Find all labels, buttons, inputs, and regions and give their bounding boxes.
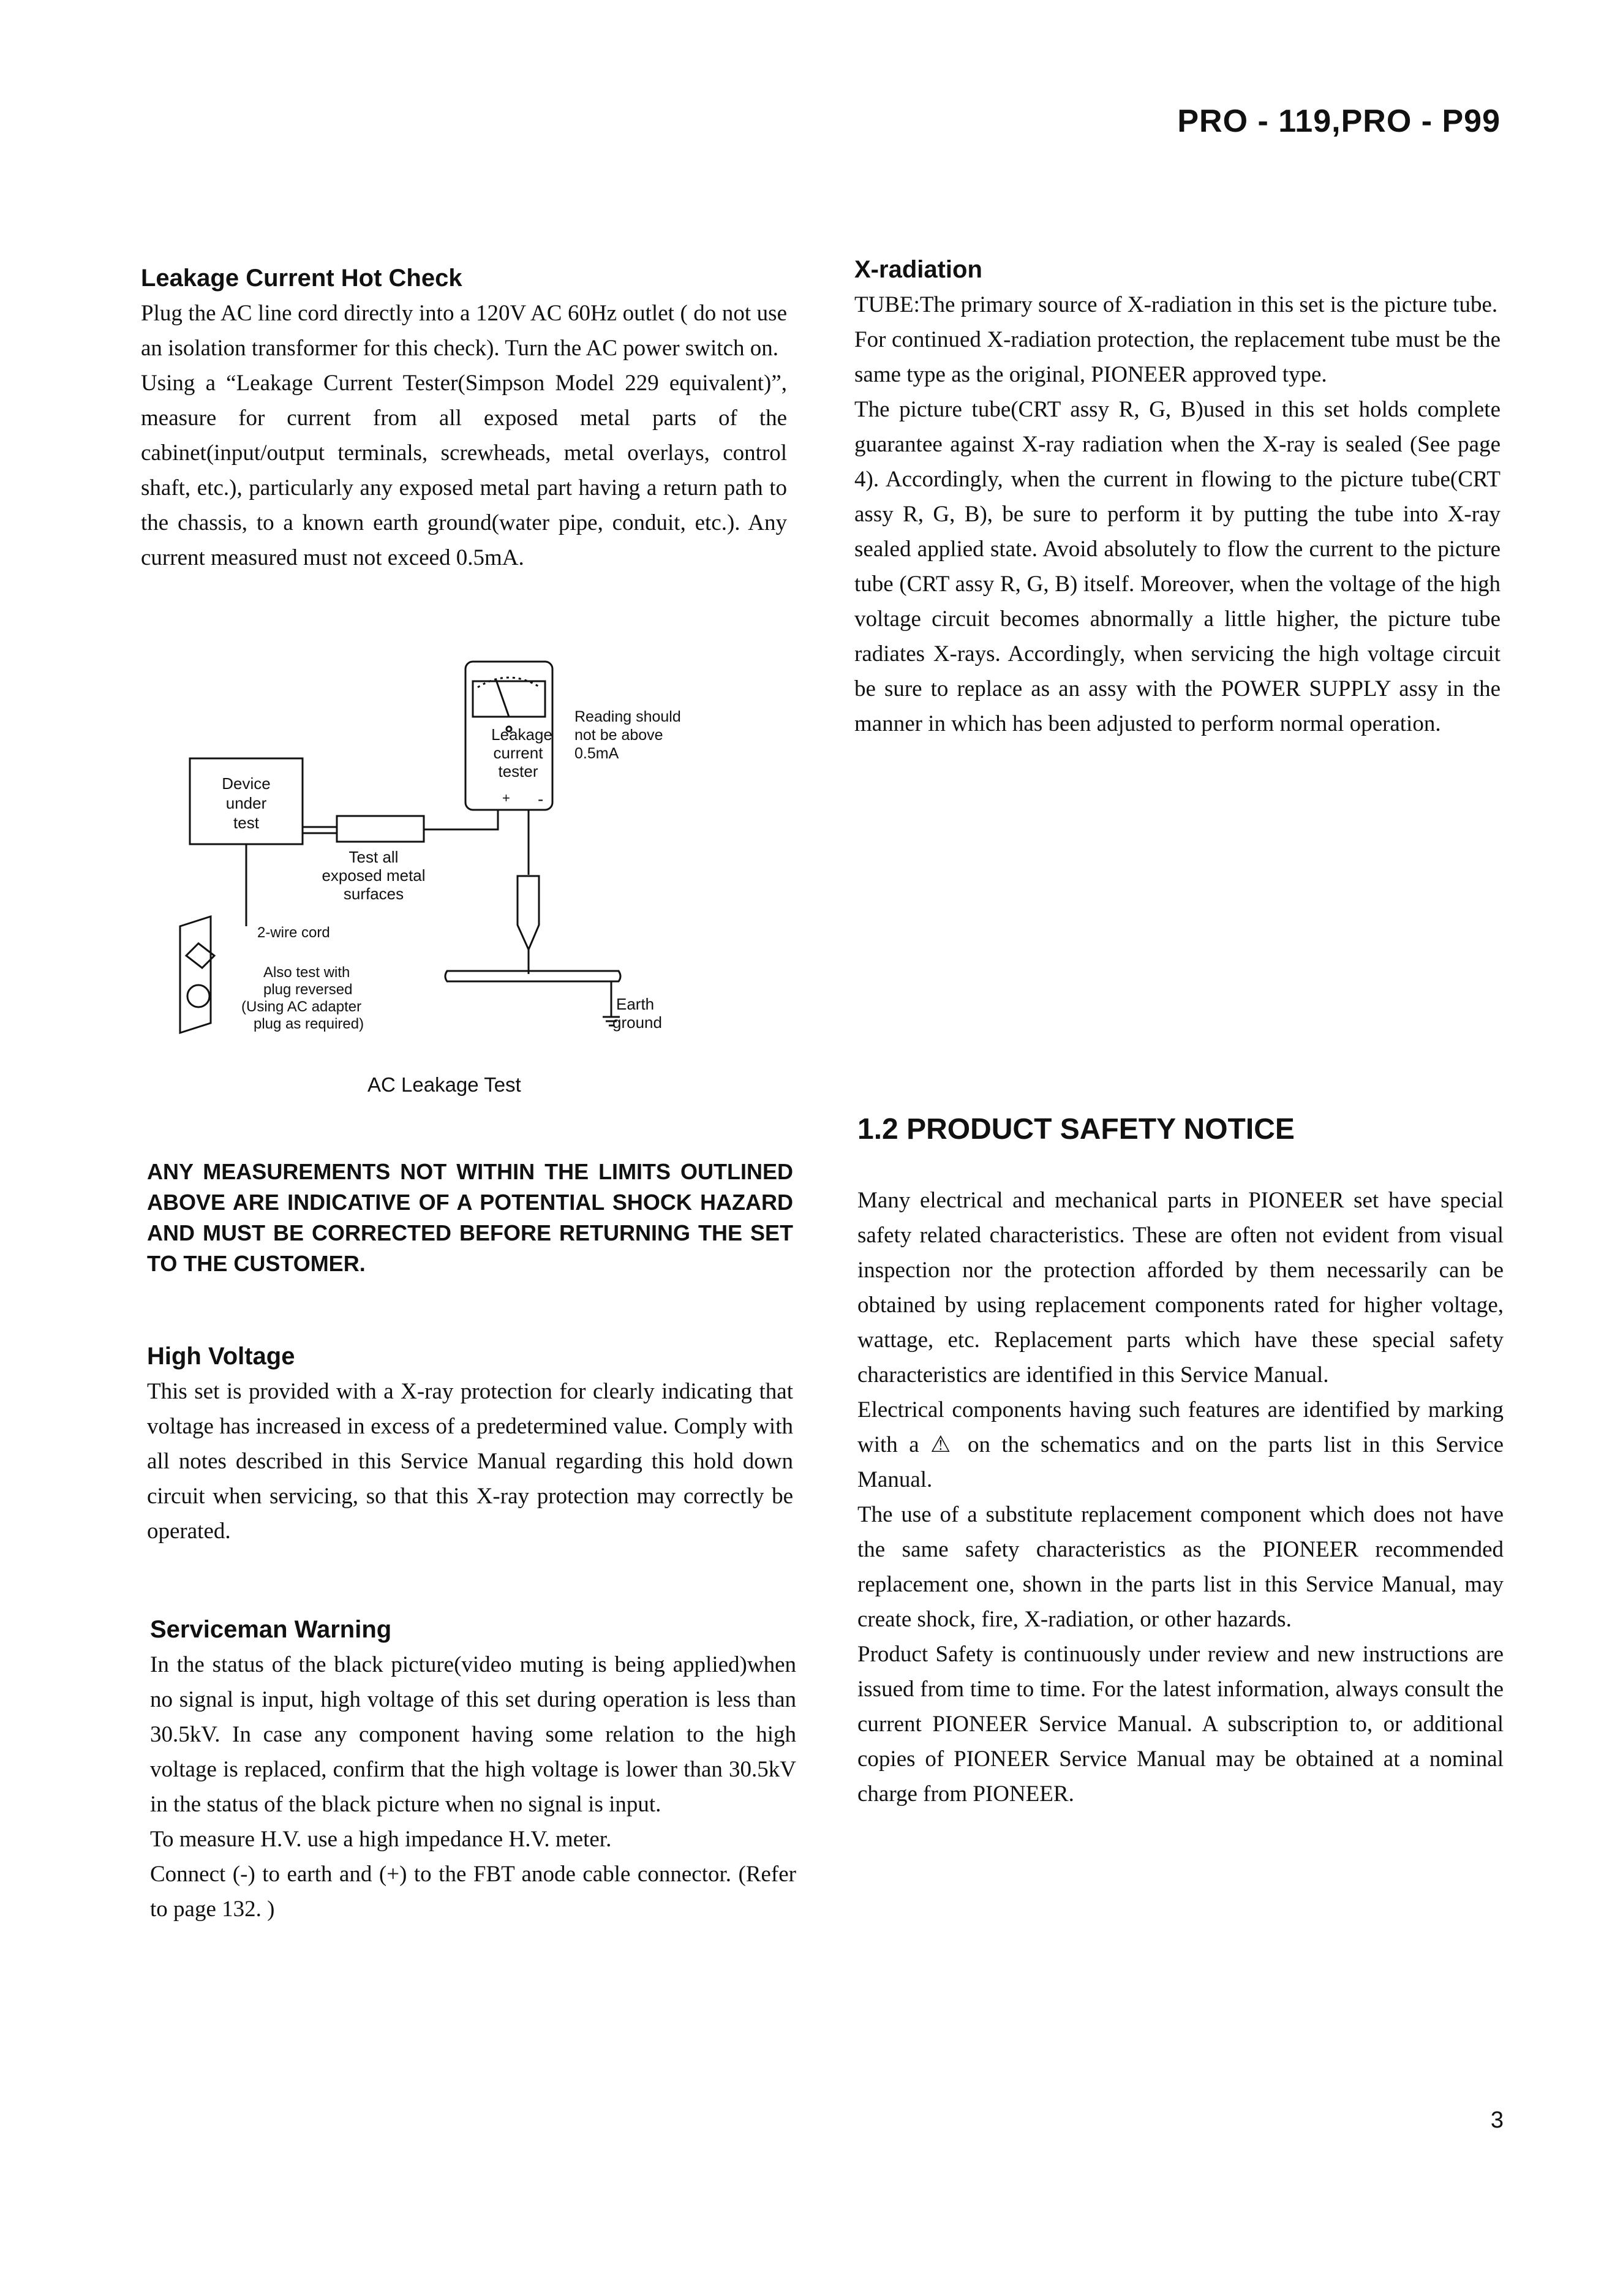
also-test-label-1: Also test with [263,964,350,981]
test-all-label-1: Test all [348,848,399,866]
tester-label-1: Leakage [491,725,552,744]
serviceman-paragraph-3: Connect (-) to earth and (+) to the FBT anode cable connector. (Refer to page 132. ) [150,1862,796,1922]
ground-probe [518,876,539,950]
reading-label-1: Reading should [574,708,681,725]
warning-text: ANY MEASUREMENTS NOT WITHIN THE LIMITS OUTLINED ABOVE ARE INDICATIVE OF A POTENTIAL SHOCK HAZARD AND MUST BE CORRECTED BEFORE RETURNING THE SET TO THE CUSTOMER. [147,1159,793,1276]
device-label-3: test [233,814,259,832]
safety-paragraph-1: Many electrical and mechanical parts in PIONEER set have special safety related characteristics. These are often not evident from visual inspection nor the protection afforded by them necessarily can be obtained by using replacement components rated for higher voltage, wattage, etc. Replacement parts which have these special safety characteristics are identified in this Service Manual. [857,1188,1504,1388]
x-radiation-paragraph-2: For continued X-radiation protection, the replacement tube must be the same type as the original, PIONEER approved type. [854,327,1501,387]
x-radiation-paragraph-1: TUBE:The primary source of X-radiation in this set is the picture tube. [854,292,1498,317]
diagram-caption: AC Leakage Test [367,1073,521,1096]
tester-label-3: tester [498,762,538,780]
test-probe [337,816,424,842]
tester-label-2: current [493,744,543,762]
high-voltage-title: High Voltage [147,1343,295,1370]
leakage-paragraph-2: Using a “Leakage Current Tester(Simpson Model 229 equivalent)”, measure for current from all exposed metal parts of the cabinet(input/output terminals, screwheads, metal overlays, control shaft, etc.), particularly any exposed metal part having a return path to the chassis, to a known earth ground(water pipe, conduit, etc.). Any current measured must not exceed 0.5mA. [141,371,787,570]
earth-label-2: ground [612,1013,662,1032]
also-test-label-2: plug reversed [263,981,353,998]
x-radiation-paragraph-3: The picture tube(CRT assy R, G, B)used in this set holds complete guarantee against X-ray radiation when the X-ray is sealed (See page 4). Accordingly, when the current in flowing to the picture tube(CRT assy R, G, B), be sure to perform it by putting the tube into X-ray sealed applied state. Avoid absolutely to flow the current to the picture tube (CRT assy R, G, B) itself. Moreover, when the voltage of the high voltage circuit becomes abnormally a little higher, the picture tube radiates X-rays. Accordingly, when servicing the high voltage circuit be sure to replace as an assy with the POWER SUPPLY assy in the manner in which has been adjusted to perform normal operation. [854,397,1501,736]
page-number: 3 [1490,2107,1504,2133]
minus-terminal: - [538,790,544,809]
ac-leakage-diagram [171,655,723,1060]
x-radiation-section [854,256,1501,741]
also-test-label-3: (Using AC adapter [241,999,362,1015]
leakage-section [141,265,787,575]
test-all-label-3: surfaces [343,885,404,903]
safety-paragraph-4: Product Safety is continuously under review and new instructions are issued from time to time. For the latest information, always consult the current PIONEER Service Manual. A subscription to, or additional copies of PIONEER Service Manual may be obtained at a nominal charge from PIONEER. [857,1642,1504,1807]
meter-needle [496,680,509,717]
shock-hazard-warning [147,1157,793,1279]
page-header-model: PRO - 119,PRO - P99 [1177,104,1501,139]
high-voltage-paragraph: This set is provided with a X-ray protection for clearly indicating that voltage has increased in excess of a predetermined value. Comply with all notes described in this Service Manual regarding this hold down circuit when servicing, so that this X-ray protection may correctly be operated. [147,1379,793,1544]
plus-terminal: + [502,790,510,806]
serviceman-paragraph-1: In the status of the black picture(video muting is being applied)when no signal is input, high voltage of this set during operation is less than 30.5kV. In case any component having some relation to the high voltage is replaced, confirm that the high voltage is lower than 30.5kV in the status of the black picture when no signal is input. [150,1652,796,1817]
reading-label-2: not be above [574,727,663,744]
earth-label-1: Earth [616,995,655,1013]
meter-scale [478,678,540,687]
ac-outlet [180,916,211,1033]
test-all-label-2: exposed metal [322,866,426,885]
product-safety-section [857,1112,1504,1811]
safety-paragraph-2: Electrical components having such features are identified by marking with a ⚠ on the schematics and on the parts list in this Service Manual. [857,1397,1504,1492]
device-label-1: Device [222,774,271,793]
reading-label-3: 0.5mA [574,745,619,762]
serviceman-warning-section [150,1616,796,1927]
also-test-label-4: plug as required) [254,1016,364,1032]
serviceman-paragraph-2: To measure H.V. use a high impedance H.V. meter. [150,1827,612,1852]
product-safety-title: 1.2 PRODUCT SAFETY NOTICE [857,1113,1295,1146]
meter-window [473,681,545,717]
high-voltage-section [147,1343,793,1549]
serviceman-warning-title: Serviceman Warning [150,1616,392,1643]
outlet-socket [187,985,209,1007]
leakage-paragraph-1: Plug the AC line cord directly into a 120V AC 60Hz outlet ( do not use an isolation transformer for this check). Turn the AC power switch on. [141,301,787,361]
cord-label: 2-wire cord [257,924,330,941]
safety-paragraph-3: The use of a substitute replacement component which does not have the same safety characteristics as the PIONEER recommended replacement one, shown in the parts list in this Service Manual, may create shock, fire, X-radiation, or other hazards. [857,1502,1504,1632]
device-label-2: under [225,794,267,812]
x-radiation-title: X-radiation [854,256,982,283]
earth-bar [445,971,620,981]
leakage-title: Leakage Current Hot Check [141,265,462,292]
